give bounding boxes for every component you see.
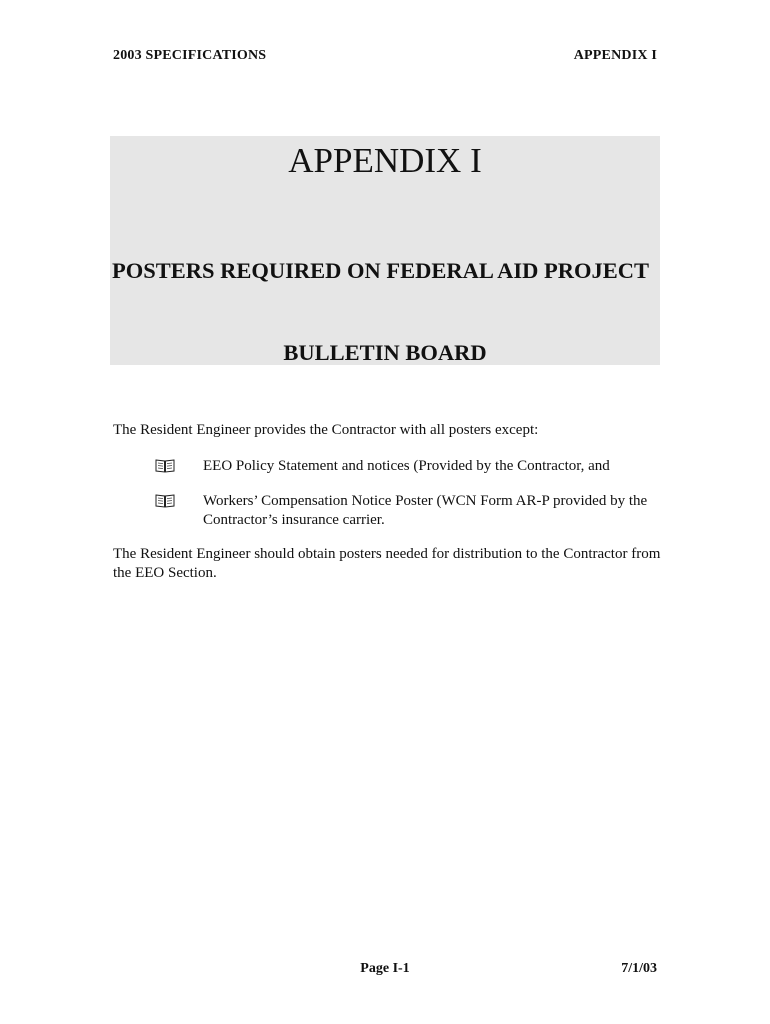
bullet-item — [155, 457, 663, 476]
page-title: APPENDIX I — [288, 141, 482, 180]
open-book-icon — [155, 492, 203, 530]
header-right-text: APPENDIX I — [573, 48, 657, 63]
page-subtitle-secondary: BULLETIN BOARD — [283, 340, 487, 365]
header-left-text: 2003 SPECIFICATIONS — [113, 48, 267, 63]
intro-paragraph: The Resident Engineer provides the Contractor with all posters except: — [113, 422, 539, 438]
page-subtitle: POSTERS REQUIRED ON FEDERAL AID PROJECT — [112, 258, 649, 283]
page-number: Page I-1 — [360, 961, 410, 976]
closing-paragraph: The Resident Engineer should obtain posters needed for distribution to the Contractor from the EEO Section. — [113, 546, 661, 581]
footer-date: 7/1/03 — [621, 961, 657, 976]
bullet-text: Workers’ Compensation Notice Poster (WCN Form AR-P provided by the Contractor’s insurance carrier. — [203, 493, 648, 528]
open-book-icon — [155, 457, 203, 476]
bullet-text: EEO Policy Statement and notices (Provided by the Contractor, and — [203, 458, 610, 474]
bullet-item — [155, 492, 663, 530]
